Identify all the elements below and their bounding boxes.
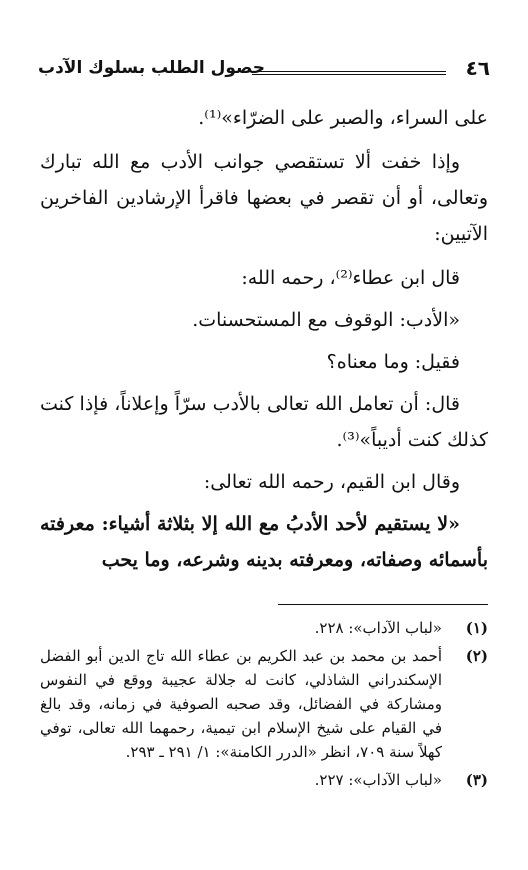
quote-attribution-ibn-qayyim: وقال ابن القيم، رحمه الله تعالى:: [203, 471, 460, 493]
footnote-2: [40, 644, 488, 764]
footnote-3: [40, 768, 488, 792]
paragraph-continued: على السراء، والصبر على الضرّاء»⁽¹⁾.: [198, 107, 488, 129]
quote-definition: «الأدب: الوقوف مع المستحسنات.: [192, 309, 460, 331]
footnote-number: (١): [465, 619, 488, 637]
footnote-number: (٣): [465, 771, 488, 789]
footnotes: [40, 616, 488, 796]
quote-ibn-qayyim: «لا يستقيم لأحد الأدبُ مع الله إلا بثلاثة أشياء: معرفته بأسمائه وصفاته، ومعرفته بدينه وشرعه، وما يحب: [40, 513, 488, 571]
footnote-text: أحمد بن محمد بن عبد الكريم بن عطاء الله تاج الدين أبو الفضل الإسكندراني الشاذلي، كانت له جلالة عجيبة ووقع في النفوس ومشاركة في الفضائل، وقد صحبه الصوفية في زمانه، وقد بالغ في القيام على شيخ الإسلام ابن تيمية، رحمهما الله تعالى، توفي كهلاً سنة ٧٠٩، انظر «الدرر الكامنة»: ١/ ٢٩١ ـ ٢٩٣.: [40, 647, 442, 761]
quote-attribution-ibn-ata: قال ابن عطاء⁽²⁾، رحمه الله:: [241, 267, 460, 289]
footnote-separator: [278, 604, 488, 605]
footnote-text: «لباب الآداب»: ٢٢٨.: [314, 619, 442, 637]
main-text: [40, 100, 488, 578]
quote-question: فقيل: وما معناه؟: [326, 351, 460, 373]
running-header: [38, 56, 490, 84]
quote-answer: قال: أن تعامل الله تعالى بالأدب سرّاً وإعلاناً، فإذا كنت كذلك كنت أديباً»⁽³⁾.: [40, 393, 488, 451]
header-rule: [252, 71, 446, 75]
paragraph-intro: وإذا خفت ألا تستقصي جوانب الأدب مع الله تبارك وتعالى، أو أن تقصر في بعضها فاقرأ الإرشادين الفاخرين الآتيين:: [40, 151, 488, 245]
page-number: ٤٦: [465, 56, 490, 80]
footnote-1: [40, 616, 488, 640]
footnote-number: (٢): [465, 647, 488, 665]
running-title: حصول الطلب بسلوك الآدب: [38, 58, 266, 78]
footnote-text: «لباب الآداب»: ٢٢٧.: [314, 771, 442, 789]
